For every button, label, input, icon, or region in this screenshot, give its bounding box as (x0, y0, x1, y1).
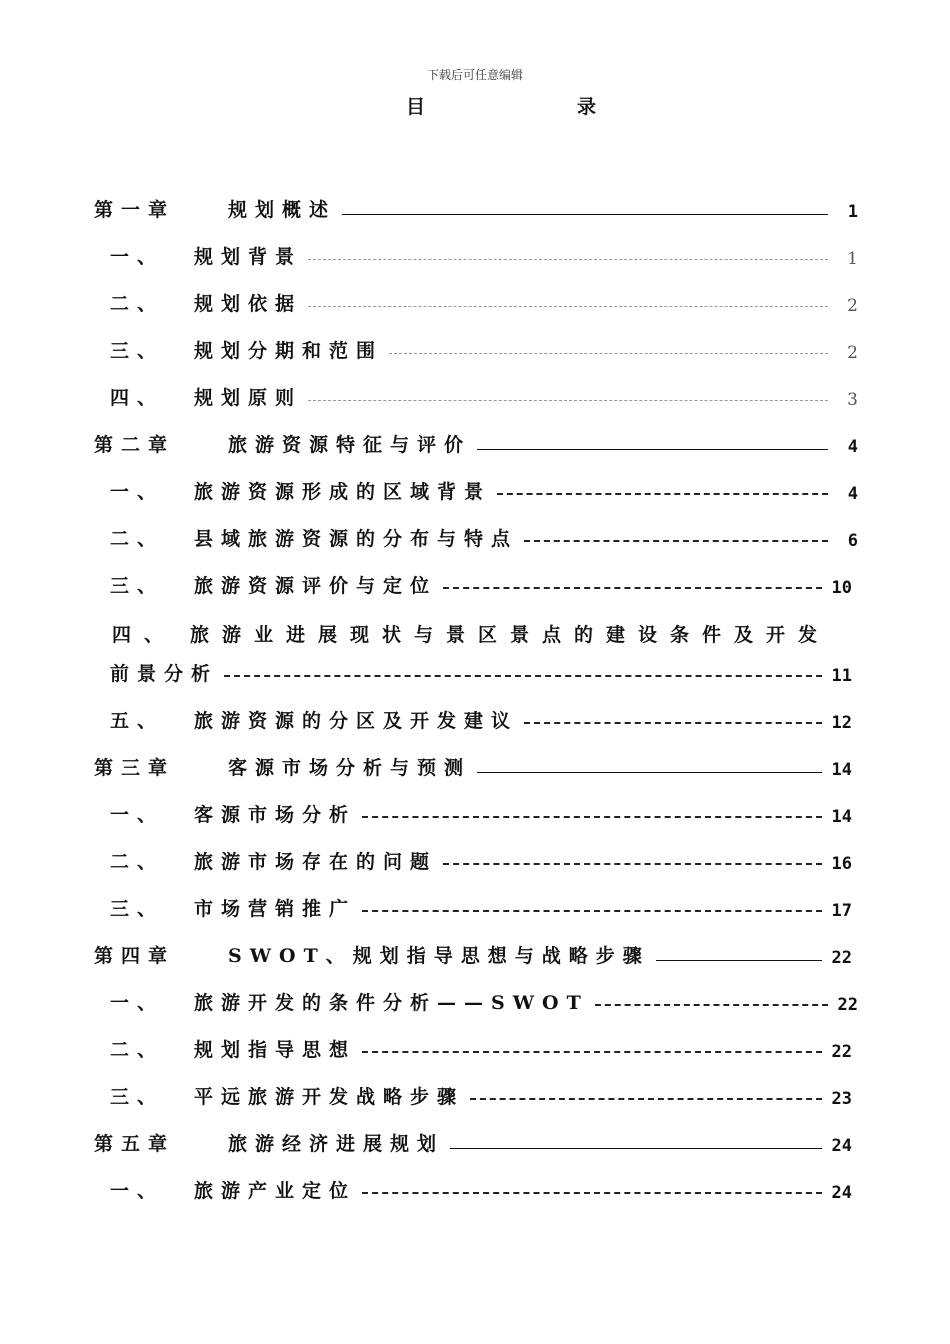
toc-entry-page: 1 (847, 249, 858, 269)
toc-entry-label: 三、 (110, 575, 165, 597)
toc-entry-page: 10 (831, 578, 852, 598)
toc-entry[interactable] (110, 1175, 852, 1203)
toc-entry-text: 旅游资源的分区及开发建议 (194, 710, 519, 732)
toc-entry-label: 第三章 (94, 757, 176, 779)
toc-entry[interactable] (110, 382, 858, 410)
toc-entry[interactable] (110, 799, 852, 827)
leader-line (389, 353, 828, 354)
toc-entry-label: 二、 (110, 851, 165, 873)
leader-line (362, 910, 822, 912)
toc-entry-page: 14 (831, 807, 852, 827)
toc-entry[interactable] (110, 241, 858, 269)
toc-entry[interactable] (94, 940, 852, 968)
page-header: 下载后可任意编辑 (426, 68, 523, 82)
toc-entry-text: 旅游资源形成的区域背景 (194, 481, 492, 503)
toc-entry-text: 旅游经济进展规划 (228, 1133, 445, 1155)
toc-entry-label: 一、 (110, 804, 165, 826)
toc-title-right: 录 (576, 96, 596, 118)
toc-entry-label: 二、 (110, 1039, 165, 1061)
toc-entry-text: 规划原则 (194, 387, 303, 409)
leader-line (308, 259, 828, 260)
toc-entry-page: 23 (831, 1089, 852, 1109)
leader-line (470, 1098, 822, 1100)
toc-entry-text: 市场营销推广 (194, 898, 357, 920)
toc-entry-label: 第五章 (94, 1133, 176, 1155)
toc-entry[interactable] (110, 893, 852, 921)
toc-entry[interactable] (110, 846, 852, 874)
toc-entry-label: 一、 (110, 481, 165, 503)
toc-entry-label: 三、 (110, 340, 165, 362)
toc-entry-label: 第二章 (94, 434, 176, 456)
toc-entry-text: 县域旅游资源的分布与特点 (194, 528, 519, 550)
toc-entry-text: 规划依据 (194, 293, 303, 315)
toc-entry-page: 22 (831, 1042, 852, 1062)
toc-entry-label: 一、 (110, 1180, 165, 1202)
toc-entry-text: 规划分期和范围 (194, 340, 384, 362)
leader-line (362, 816, 822, 818)
leader-line (524, 722, 822, 724)
toc-entry-page: 11 (831, 666, 852, 686)
toc-entry-text: 客源市场分析 (194, 804, 357, 826)
leader-line (656, 960, 822, 961)
toc-entry-label: 一、 (110, 246, 165, 268)
toc-entry[interactable] (110, 570, 852, 598)
leader-line (362, 1192, 822, 1194)
toc-entry-page: 16 (831, 854, 852, 874)
leader-line (595, 1004, 828, 1006)
toc-entry-text: SWOT、规划指导思想与战略步骤 (228, 945, 650, 967)
leader-line (477, 772, 822, 773)
toc-entry-text: 旅游开发的条件分析——SWOT (194, 992, 589, 1014)
toc-entry-label: 二、 (110, 528, 165, 550)
leader-line (477, 449, 828, 450)
toc-entry[interactable] (94, 752, 852, 780)
toc-entry-page: 6 (847, 531, 858, 551)
toc-entry-page: 22 (837, 995, 858, 1015)
leader-line (224, 675, 822, 677)
toc-entry-page: 3 (847, 390, 858, 410)
leader-line (308, 306, 828, 307)
toc-entry-page: 2 (847, 296, 858, 316)
leader-line (443, 587, 822, 589)
toc-entry-page: 22 (831, 948, 852, 968)
toc-entry-page: 4 (847, 437, 858, 457)
toc-entry-label: 三、 (110, 1086, 165, 1108)
toc-entry-text: 旅游市场存在的问题 (194, 851, 438, 873)
toc-entry-text: 旅游资源特征与评价 (228, 434, 472, 456)
leader-line (450, 1148, 822, 1149)
toc-entry-page: 1 (847, 202, 858, 222)
toc-entry[interactable] (110, 335, 858, 363)
toc-title-left: 目 (406, 96, 426, 118)
toc-entry[interactable] (110, 1081, 852, 1109)
toc-entry-text: 旅游业进展现状与景区景点的建设条件及开发 (190, 624, 831, 646)
toc-entry-page: 12 (831, 713, 852, 733)
toc-entry-page: 24 (831, 1136, 852, 1156)
toc-entry-text: 规划指导思想 (194, 1039, 357, 1061)
toc-entry-text: 旅游产业定位 (194, 1180, 357, 1202)
toc-entry-page: 24 (831, 1183, 852, 1203)
leader-line (497, 493, 828, 495)
toc-entry-label: 第一章 (94, 199, 176, 221)
toc-entry[interactable] (94, 429, 858, 457)
toc-entry-label: 四、 (110, 387, 165, 409)
leader-line (524, 540, 828, 542)
toc-entry-page: 14 (831, 760, 852, 780)
toc-entry-text: 客源市场分析与预测 (228, 757, 472, 779)
toc-entry-page: 17 (831, 901, 852, 921)
toc-entry-label: 二、 (110, 293, 165, 315)
toc-entry[interactable] (110, 476, 858, 504)
toc-entry-page: 2 (847, 343, 858, 363)
toc-entry[interactable] (94, 1128, 852, 1156)
toc-entry-page: 4 (847, 484, 858, 504)
toc-entry-label: 四、 (112, 624, 177, 646)
toc-entry-text: 旅游资源评价与定位 (194, 575, 438, 597)
toc-entry[interactable] (110, 658, 852, 686)
toc-entry[interactable] (110, 705, 852, 733)
leader-line (443, 863, 822, 865)
toc-entry-text: 前景分析 (110, 663, 219, 685)
toc-entry[interactable] (94, 194, 858, 222)
leader-line (308, 400, 828, 401)
toc-entry[interactable] (110, 987, 858, 1015)
toc-entry[interactable] (110, 523, 858, 551)
toc-entry-line1[interactable] (112, 620, 830, 647)
toc-entry-label: 一、 (110, 992, 165, 1014)
toc-entry-label: 五、 (110, 710, 165, 732)
toc-entry-text: 规划背景 (194, 246, 303, 268)
toc-entry[interactable] (110, 288, 858, 316)
toc-entry-label: 三、 (110, 898, 165, 920)
toc-entry-text: 平远旅游开发战略步骤 (194, 1086, 465, 1108)
leader-line (342, 214, 828, 215)
leader-line (362, 1051, 822, 1053)
toc-entry[interactable] (110, 1034, 852, 1062)
toc-entry-label: 第四章 (94, 945, 176, 967)
toc-entry-text: 规划概述 (228, 199, 337, 221)
